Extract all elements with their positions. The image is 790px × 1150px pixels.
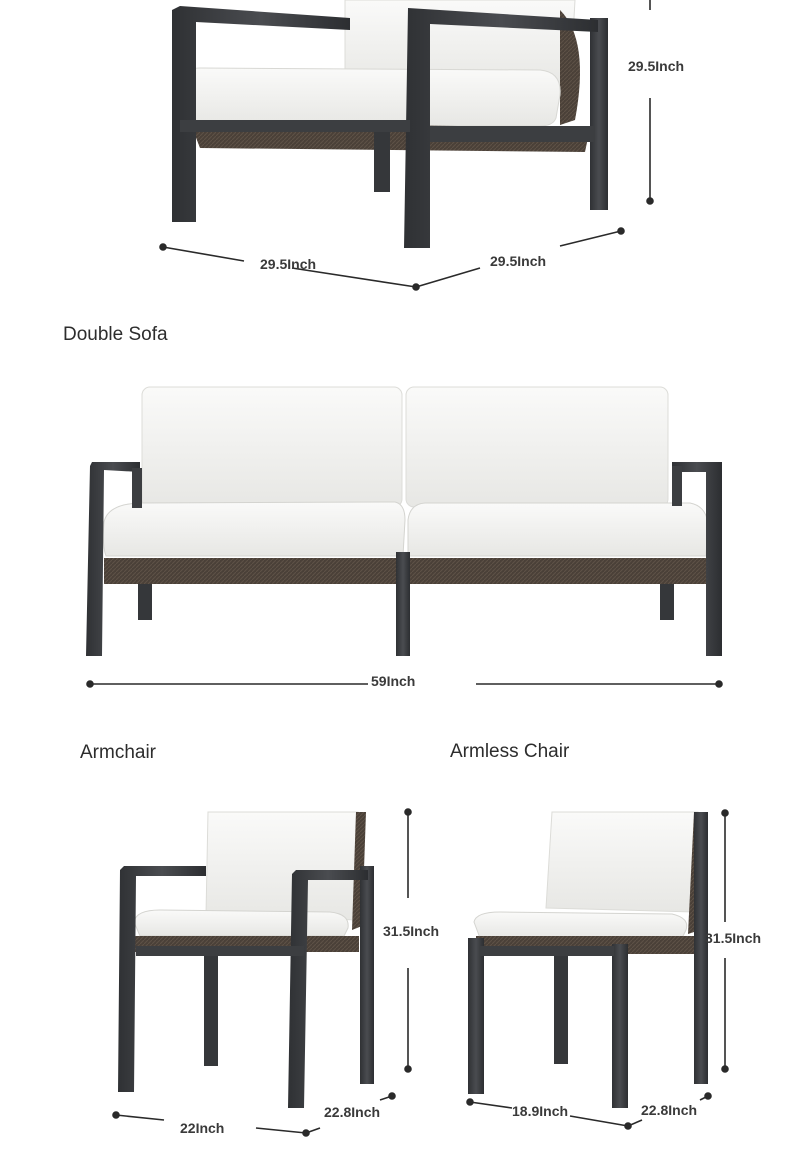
armchair-image xyxy=(118,812,374,1108)
lounge-chair-image xyxy=(172,0,608,248)
double-sofa-heading: Double Sofa xyxy=(63,324,168,345)
lounge-chair-height-label: 29.5Inch xyxy=(628,58,685,74)
armchair-width-label: 22Inch xyxy=(180,1120,225,1136)
double-sofa-width-label: 59Inch xyxy=(371,673,416,689)
armless-chair-image xyxy=(468,812,708,1108)
armless-chair-height-label: 31.5Inch xyxy=(705,930,762,946)
armchair-height-label: 31.5Inch xyxy=(383,923,440,939)
armchair-depth-label: 22.8Inch xyxy=(324,1104,381,1120)
lounge-chair-width-label: 29.5Inch xyxy=(260,256,317,272)
double-sofa-image xyxy=(86,387,722,656)
armless-chair-heading: Armless Chair xyxy=(450,741,570,762)
armchair-heading: Armchair xyxy=(80,742,157,763)
lounge-chair-depth-label: 29.5Inch xyxy=(490,253,547,269)
armless-chair-depth-label: 22.8Inch xyxy=(641,1102,698,1118)
armless-chair-width-label: 18.9Inch xyxy=(512,1103,569,1119)
